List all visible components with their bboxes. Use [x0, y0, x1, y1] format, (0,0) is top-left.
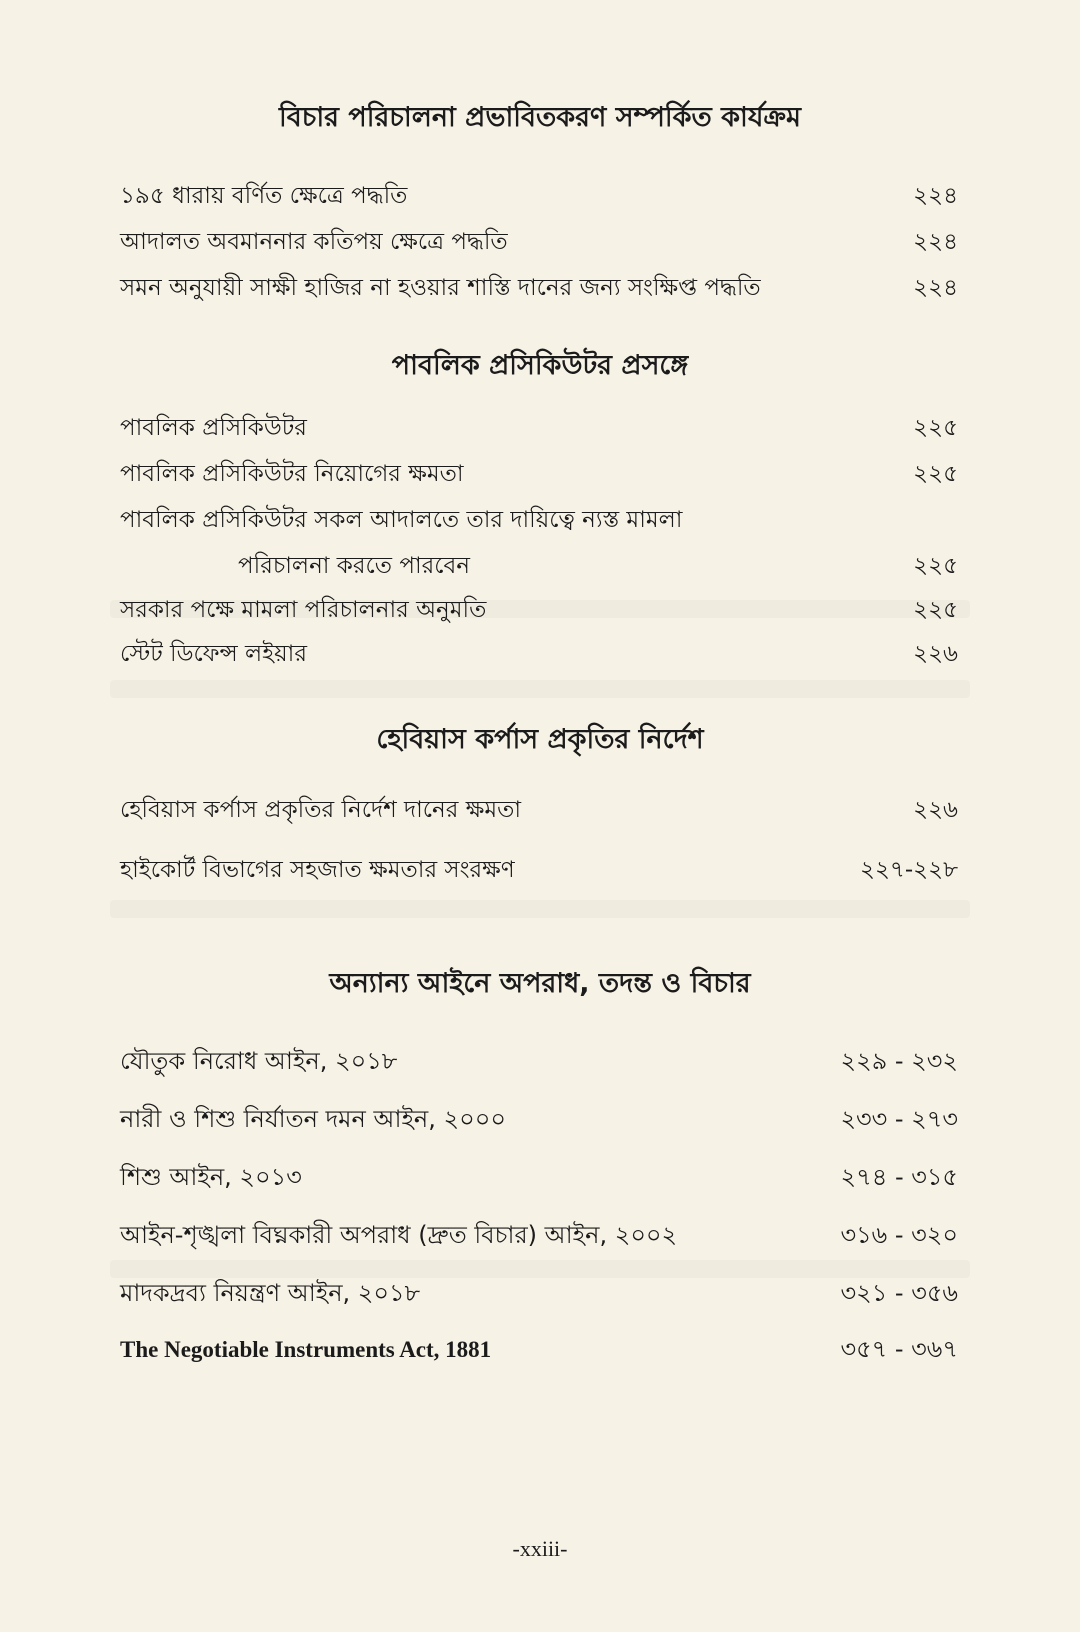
toc-entry-page: ২২৫ — [913, 461, 958, 487]
toc-entry[interactable] — [120, 182, 958, 211]
toc-entry[interactable] — [120, 796, 958, 825]
toc-entry-page: ২২৬ — [913, 797, 958, 823]
toc-entry-page: ২৭৪ - ৩১৫ — [840, 1163, 958, 1191]
toc-entry-title: সরকার পক্ষে মামলা পরিচালনার অনুমতি — [120, 597, 487, 623]
toc-entry-page: ৩১৬ - ৩২০ — [840, 1221, 958, 1249]
toc-entry[interactable] — [120, 228, 958, 257]
toc-entry-page: ৩২১ - ৩৫৬ — [840, 1279, 958, 1307]
toc-entry-page: ৩৫৭ - ৩৬৭ — [840, 1335, 958, 1363]
toc-entry-page: ২৩৩ - ২৭৩ — [840, 1105, 958, 1133]
page-number: -xxiii- — [512, 1536, 568, 1561]
toc-entry-title: স্টেট ডিফেন্স লইয়ার — [120, 641, 307, 667]
toc-entry-page: ২২৭-২২৮ — [860, 857, 958, 883]
toc-entry[interactable] — [120, 596, 958, 625]
toc-entry[interactable] — [120, 856, 958, 885]
toc-entry-title: হাইকোর্ট বিভাগের সহজাত ক্ষমতার সংরক্ষণ — [120, 857, 515, 883]
toc-entry-title: সমন অনুযায়ী সাক্ষী হাজির না হওয়ার শাস্তি দানের জন্য সংক্ষিপ্ত পদ্ধতি — [120, 275, 761, 301]
toc-entry[interactable] — [120, 640, 958, 669]
toc-entry-title: The Negotiable Instruments Act, 1881 — [120, 1337, 492, 1362]
toc-entry-title[interactable]: পাবলিক প্রসিকিউটর সকল আদালতে তার দায়িত্বে ন্যস্ত মামলা — [120, 507, 683, 533]
toc-entry-page: ২২৪ — [913, 183, 958, 209]
section-title: বিচার পরিচালনা প্রভাবিতকরণ সম্পর্কিত কার্যক্রম — [279, 102, 801, 133]
toc-entry-page: ২২৯ - ২৩২ — [840, 1047, 958, 1075]
bleed-through — [110, 680, 970, 698]
toc-entry-title: পাবলিক প্রসিকিউটর — [120, 415, 307, 441]
section-title: হেবিয়াস কর্পাস প্রকৃতির নির্দেশ — [376, 724, 704, 755]
toc-entry-page: ২২৫ — [913, 415, 958, 441]
toc-entry-page: ২২৪ — [913, 229, 958, 255]
toc-entry-continuation: পরিচালনা করতে পারবেন — [238, 553, 471, 579]
toc-entry-title: হেবিয়াস কর্পাস প্রকৃতির নির্দেশ দানের ক্ষমতা — [120, 797, 522, 823]
toc-entry-title: নারী ও শিশু নির্যাতন দমন আইন, ২০০০ — [120, 1105, 506, 1133]
toc-entry[interactable] — [120, 1104, 958, 1134]
toc-entry-title: পাবলিক প্রসিকিউটর নিয়োগের ক্ষমতা — [120, 461, 464, 487]
toc-entry[interactable] — [120, 1046, 958, 1076]
toc-entry[interactable] — [120, 1220, 958, 1250]
toc-entry-page: ২২৫ — [913, 597, 958, 623]
toc-entry-title: ১৯৫ ধারায় বর্ণিত ক্ষেত্রে পদ্ধতি — [120, 183, 408, 209]
toc-entry[interactable] — [120, 1278, 958, 1308]
toc-entry-title: যৌতুক নিরোধ আইন, ২০১৮ — [120, 1047, 398, 1075]
bleed-through — [110, 1260, 970, 1278]
section-title: পাবলিক প্রসিকিউটর প্রসঙ্গে — [391, 350, 689, 381]
toc-entry[interactable] — [120, 274, 958, 303]
toc-entry-title: আইন-শৃঙ্খলা বিঘ্নকারী অপরাধ (দ্রুত বিচার) আইন, ২০০২ — [120, 1221, 678, 1249]
toc-entry[interactable] — [120, 460, 958, 489]
toc-entry[interactable] — [120, 1334, 958, 1365]
toc-entry[interactable] — [120, 1162, 958, 1192]
section-title: অন্যান্য আইনে অপরাধ, তদন্ত ও বিচার — [329, 968, 751, 999]
toc-entry-title: আদালত অবমাননার কতিপয় ক্ষেত্রে পদ্ধতি — [120, 229, 508, 255]
toc-entry-title: মাদকদ্রব্য নিয়ন্ত্রণ আইন, ২০১৮ — [120, 1279, 421, 1307]
toc-entry[interactable] — [120, 414, 958, 443]
toc-entry-page: ২২৬ — [913, 641, 958, 667]
bleed-through — [110, 900, 970, 918]
toc-entry-page: ২২৫ — [913, 553, 958, 579]
toc-entry-title: শিশু আইন, ২০১৩ — [120, 1163, 302, 1191]
toc-entry[interactable] — [120, 552, 958, 581]
toc-entry-page: ২২৪ — [913, 275, 958, 301]
